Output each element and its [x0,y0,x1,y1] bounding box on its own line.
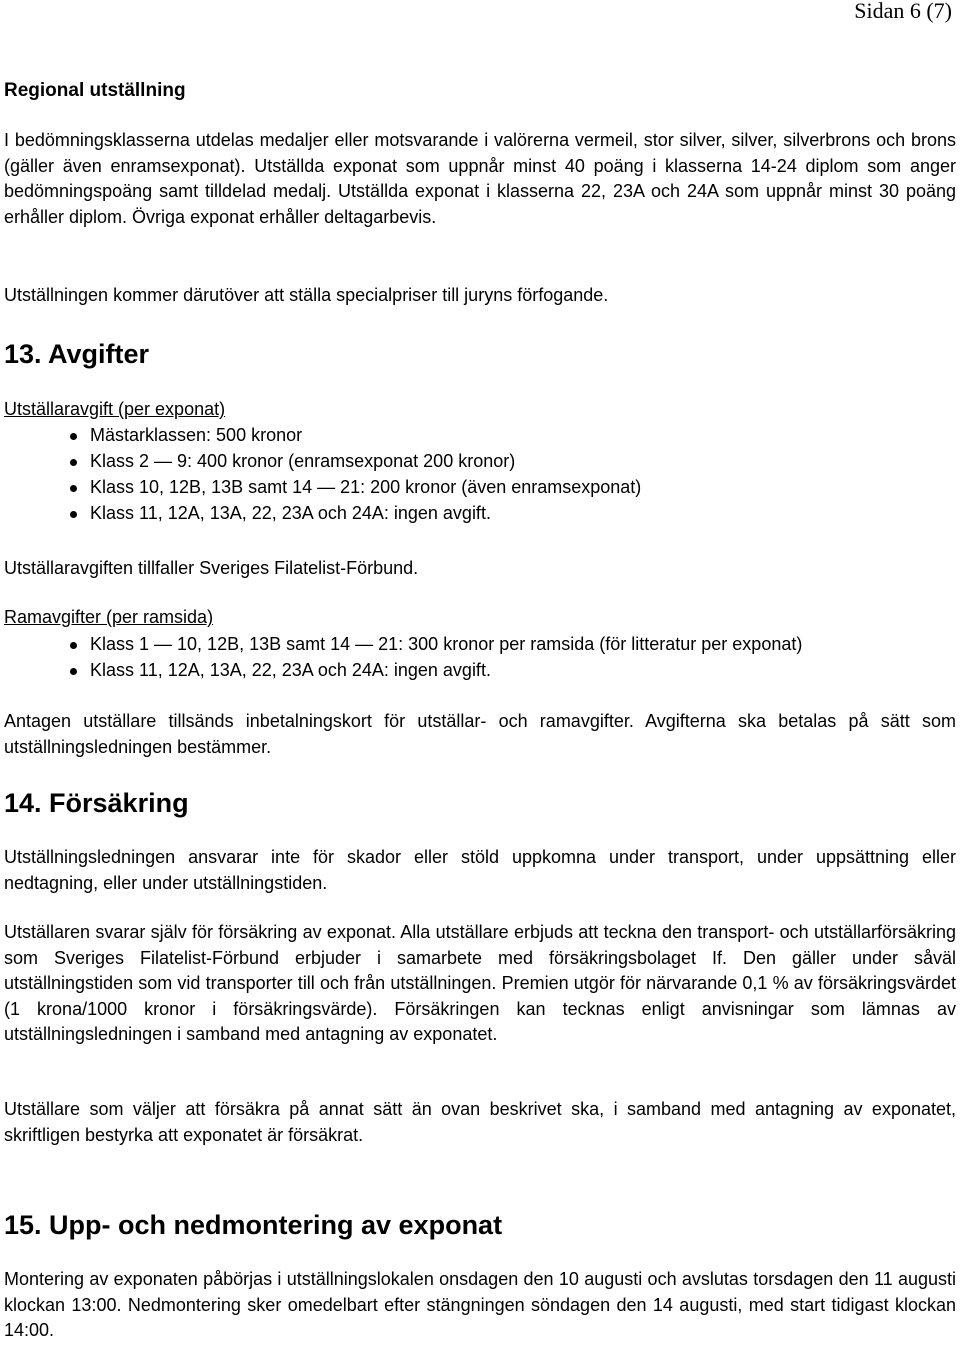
insurance-para-2: Utställaren svarar själv för försäkring av exponat. Alla utställare erbjuds att teckna den transport- och utställarförsäkring som Sveriges Filatelist-Förbund erbjuder i samarbete med försäkringsbolaget If. Den gäller under såväl utställningstiden som vid transporter till och från utställningen. Premien utgör för närvarande 0,1 % av försäkringsvärdet (1 krona/1000 kronor i försäkringsvärde). Försäkringen kan tecknas enligt anvisningar som lämnas av utställningsledningen i samband med antagning av exponatet. [4,922,956,1044]
bullet-icon [70,642,77,649]
list-item [4,449,956,475]
insurance-para-1: Utställningsledningen ansvarar inte för skador eller stöld uppkomna under transport, under uppsättning eller nedtagning, eller under utställningstiden. [4,847,956,893]
list-item-text: Klass 1 — 10, 12B, 13B samt 14 — 21: 300 kronor per ramsida (för litteratur per exponat) [90,634,803,654]
frame-fee-list [4,632,956,684]
list-item-text: Klass 11, 12A, 13A, 22, 23A och 24A: ingen avgift. [90,660,491,680]
list-item-text: Mästarklassen: 500 kronor [90,425,303,445]
section-14-heading: 14. Försäkring [4,788,189,818]
page-number: Sidan 6 (7) [854,0,952,23]
bullet-icon [70,511,77,518]
payment-text: Antagen utställare tillsänds inbetalningskort för utställar- och ramavgifter. Avgifterna ska betalas på sätt som utställningsledningen bestämmer. [4,711,956,757]
regional-heading: Regional utställning [4,80,186,101]
frame-fee-title: Ramavgifter (per ramsida) [4,607,214,627]
section-13-heading: 13. Avgifter [4,339,150,369]
list-item [4,475,956,501]
list-item-text: Klass 11, 12A, 13A, 22, 23A och 24A: ingen avgift. [90,503,491,523]
bullet-icon [70,459,77,466]
list-item [4,632,956,658]
bullet-icon [70,485,77,492]
exhibitor-fee-list [4,423,956,527]
list-item [4,658,956,684]
bullet-icon [70,433,77,440]
regional-para-1: I bedömningsklasserna utdelas medaljer eller motsvarande i valörerna vermeil, stor silver, silver, silverbrons och brons (gäller även enramsexponat). Utställda exponat som uppnår minst 40 poäng i klasserna 14-24 diplom som anger bedömningspoäng samt tilldelad medalj. Utställda exponat i klasserna 22, 23A och 24A som uppnår minst 30 poäng erhåller diplom. Övriga exponat erhåller deltagarbevis. [4,130,956,227]
insurance-para-3: Utställare som väljer att försäkra på annat sätt än ovan beskrivet ska, i samband med antagning av exponatet, skriftligen bestyrka att exponatet är försäkrat. [4,1099,956,1145]
bullet-icon [70,668,77,675]
list-item [4,423,956,449]
list-item-text: Klass 10, 12B, 13B samt 14 — 21: 200 kronor (även enramsexponat) [90,477,642,497]
exhibitor-fee-title: Utställaravgift (per exponat) [4,399,226,419]
mounting-para: Montering av exponaten påbörjas i utställningslokalen onsdagen den 10 augusti och avslutas torsdagen den 11 augusti klockan 13:00. Nedmontering sker omedelbart efter stängningen söndagen den 14 augusti, med start tidigast klockan 14:00. [4,1269,956,1340]
fee-recipient: Utställaravgiften tillfaller Sveriges Filatelist-Förbund. [4,558,419,578]
regional-para-2: Utställningen kommer därutöver att ställa specialpriser till juryns förfogande. [4,285,609,305]
list-item-text: Klass 2 — 9: 400 kronor (enramsexponat 200 kronor) [90,451,516,471]
section-15-heading: 15. Upp- och nedmontering av exponat [4,1210,503,1240]
list-item [4,501,956,527]
